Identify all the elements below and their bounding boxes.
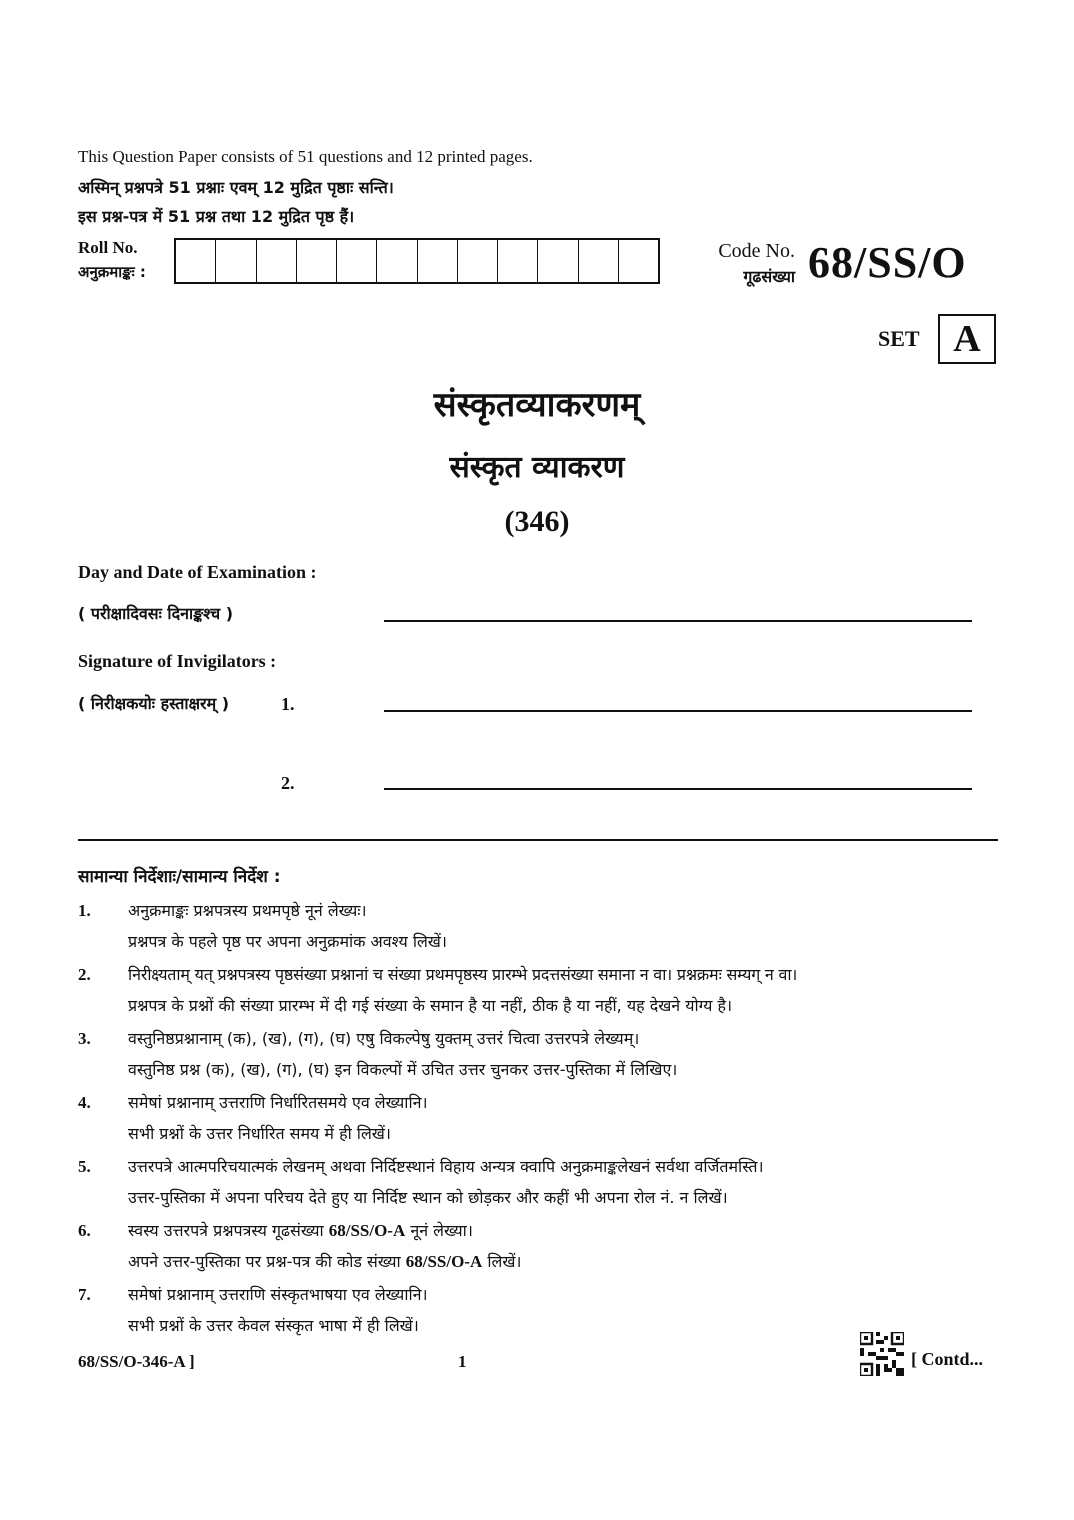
instruction-item <box>78 1151 1038 1213</box>
instruction-hindi: प्रश्नपत्र के प्रश्नों की संख्या प्रारम्भ में दी गई संख्या के समान है या नहीं, ठीक है या नहीं, यह देखने योग्य है। <box>128 996 733 1015</box>
roll-box[interactable] <box>257 240 297 282</box>
header-line-hindi: इस प्रश्न-पत्र में 51 प्रश्न तथा 12 मुद्रित पृष्ठ हैं। <box>78 207 355 226</box>
roll-box[interactable] <box>538 240 578 282</box>
date-label-english: Day and Date of Examination : <box>78 562 317 582</box>
instruction-sanskrit: समेषां प्रश्नानाम् उत्तराणि निर्धारितसमये एव लेख्यानि। <box>128 1093 428 1112</box>
roll-box[interactable] <box>216 240 256 282</box>
continued-label: [ Contd... <box>911 1349 984 1369</box>
instruction-item <box>78 1023 1038 1085</box>
text-span: अपने उत्तर-पुस्तिका पर प्रश्न-पत्र की कोड संख्या <box>128 1252 406 1271</box>
instruction-number: 6. <box>78 1221 91 1240</box>
signature-line-1[interactable] <box>384 710 972 712</box>
roll-number-label <box>78 236 146 284</box>
roll-box[interactable] <box>619 240 658 282</box>
instruction-number: 4. <box>78 1093 91 1112</box>
divider-line <box>78 839 998 841</box>
header-line-sanskrit: अस्मिन् प्रश्नपत्रे 51 प्रश्नाः एवम् 12 मुद्रित पृष्ठाः सन्ति। <box>78 178 394 197</box>
instruction-number: 1. <box>78 901 91 920</box>
header-line-english: This Question Paper consists of 51 questions and 12 printed pages. <box>78 147 533 166</box>
instruction-sanskrit: वस्तुनिष्ठप्रश्नानाम् (क), (ख), (ग), (घ) एषु विकल्पेषु युक्तम् उत्तरं चित्वा उत्तरपत्रे लेख्यम्। <box>128 1029 640 1048</box>
roll-number-boxes[interactable] <box>174 238 660 284</box>
instruction-sanskrit: उत्तरपत्रे आत्मपरिचयात्मकं लेखनम् अथवा निर्दिष्टस्थानं विहाय अन्यत्र क्वापि अनुक्रमाङ्कलेखनं सर्वथा वर्जितमस्ति। <box>128 1157 764 1176</box>
instructions-list <box>78 895 1038 1343</box>
code-label <box>705 238 795 290</box>
signature-number-1: 1. <box>281 694 295 714</box>
code-label-hindi: गूढसंख्या <box>743 267 795 286</box>
signature-number-2: 2. <box>281 773 295 793</box>
instruction-sanskrit <box>128 1215 1038 1246</box>
footer-paper-code: 68/SS/O-346-A ] <box>78 1352 195 1371</box>
roll-box[interactable] <box>377 240 417 282</box>
instruction-number: 5. <box>78 1157 91 1176</box>
subject-title-hindi: संस्कृत व्याकरण <box>449 450 625 485</box>
paper-code-inline: 68/SS/O-A <box>405 1252 483 1271</box>
roll-box[interactable] <box>498 240 538 282</box>
signature-label-english: Signature of Invigilators : <box>78 651 277 671</box>
instruction-number: 2. <box>78 965 91 984</box>
instruction-item <box>78 1087 1038 1149</box>
text-span: नूनं लेख्या। <box>405 1221 473 1240</box>
subject-title-sanskrit: संस्कृतव्याकरणम् <box>433 385 641 425</box>
instruction-number: 3. <box>78 1029 91 1048</box>
instruction-hindi <box>128 1246 1038 1277</box>
roll-box[interactable] <box>297 240 337 282</box>
roll-box[interactable] <box>579 240 619 282</box>
signature-label-sanskrit: ( निरीक्षकयोः हस्ताक्षरम् ) <box>78 694 230 713</box>
instruction-sanskrit: निरीक्ष्यताम् यत् प्रश्नपत्रस्य पृष्ठसंख्या प्रश्नानां च संख्या प्रथमपृष्ठस्य प्रारम्भे प्रदत्तसंख्या समाना न वा। प्रश्नक्रमः सम्यग् न वा। <box>128 965 798 984</box>
instruction-item <box>78 1215 1038 1277</box>
roll-label-english: Roll No. <box>78 238 138 257</box>
set-label: SET <box>878 326 920 351</box>
instruction-item <box>78 895 1038 957</box>
code-label-english: Code No. <box>718 240 795 262</box>
signature-line-2[interactable] <box>384 788 972 790</box>
roll-label-sanskrit: अनुक्रमाङ्कः : <box>78 263 146 281</box>
subject-code: (346) <box>504 505 570 538</box>
paper-code-inline: 68/SS/O-A <box>328 1221 406 1240</box>
roll-box[interactable] <box>337 240 377 282</box>
text-span: स्वस्य उत्तरपत्रे प्रश्नपत्रस्य गूढसंख्या <box>128 1221 329 1240</box>
instruction-hindi: वस्तुनिष्ठ प्रश्न (क), (ख), (ग), (घ) इन विकल्पों में उचित उत्तर चुनकर उत्तर-पुस्तिका में लिखिए। <box>128 1060 678 1079</box>
roll-box[interactable] <box>418 240 458 282</box>
text-span: लिखें। <box>482 1252 522 1271</box>
instruction-hindi: उत्तर-पुस्तिका में अपना परिचय देते हुए या निर्दिष्ट स्थान को छोड़कर और कहीं भी अपना रोल नं. न लिखें। <box>128 1188 728 1207</box>
page-number: 1 <box>458 1352 467 1371</box>
code-number: 68/SS/O <box>808 238 967 287</box>
instruction-item <box>78 959 1038 1021</box>
instruction-hindi: सभी प्रश्नों के उत्तर केवल संस्कृत भाषा में ही लिखें। <box>128 1316 419 1335</box>
instruction-number: 7. <box>78 1285 91 1304</box>
instructions-heading: सामान्या निर्देशाः/सामान्य निर्देश : <box>78 867 281 887</box>
instruction-hindi: प्रश्नपत्र के पहले पृष्ठ पर अपना अनुक्रमांक अवश्य लिखें। <box>128 932 447 951</box>
roll-box[interactable] <box>458 240 498 282</box>
qr-code-icon <box>860 1332 904 1376</box>
set-box: A <box>938 314 996 364</box>
instruction-hindi: सभी प्रश्नों के उत्तर निर्धारित समय में ही लिखें। <box>128 1124 391 1143</box>
date-input-line[interactable] <box>384 620 972 622</box>
instruction-sanskrit: अनुक्रमाङ्कः प्रश्नपत्रस्य प्रथमपृष्ठे नूनं लेख्यः। <box>128 901 367 920</box>
roll-box[interactable] <box>176 240 216 282</box>
instruction-sanskrit: समेषां प्रश्नानाम् उत्तराणि संस्कृतभाषया एव लेख्यानि। <box>128 1285 428 1304</box>
date-label-sanskrit: ( परीक्षादिवसः दिनाङ्कश्च ) <box>78 604 234 623</box>
